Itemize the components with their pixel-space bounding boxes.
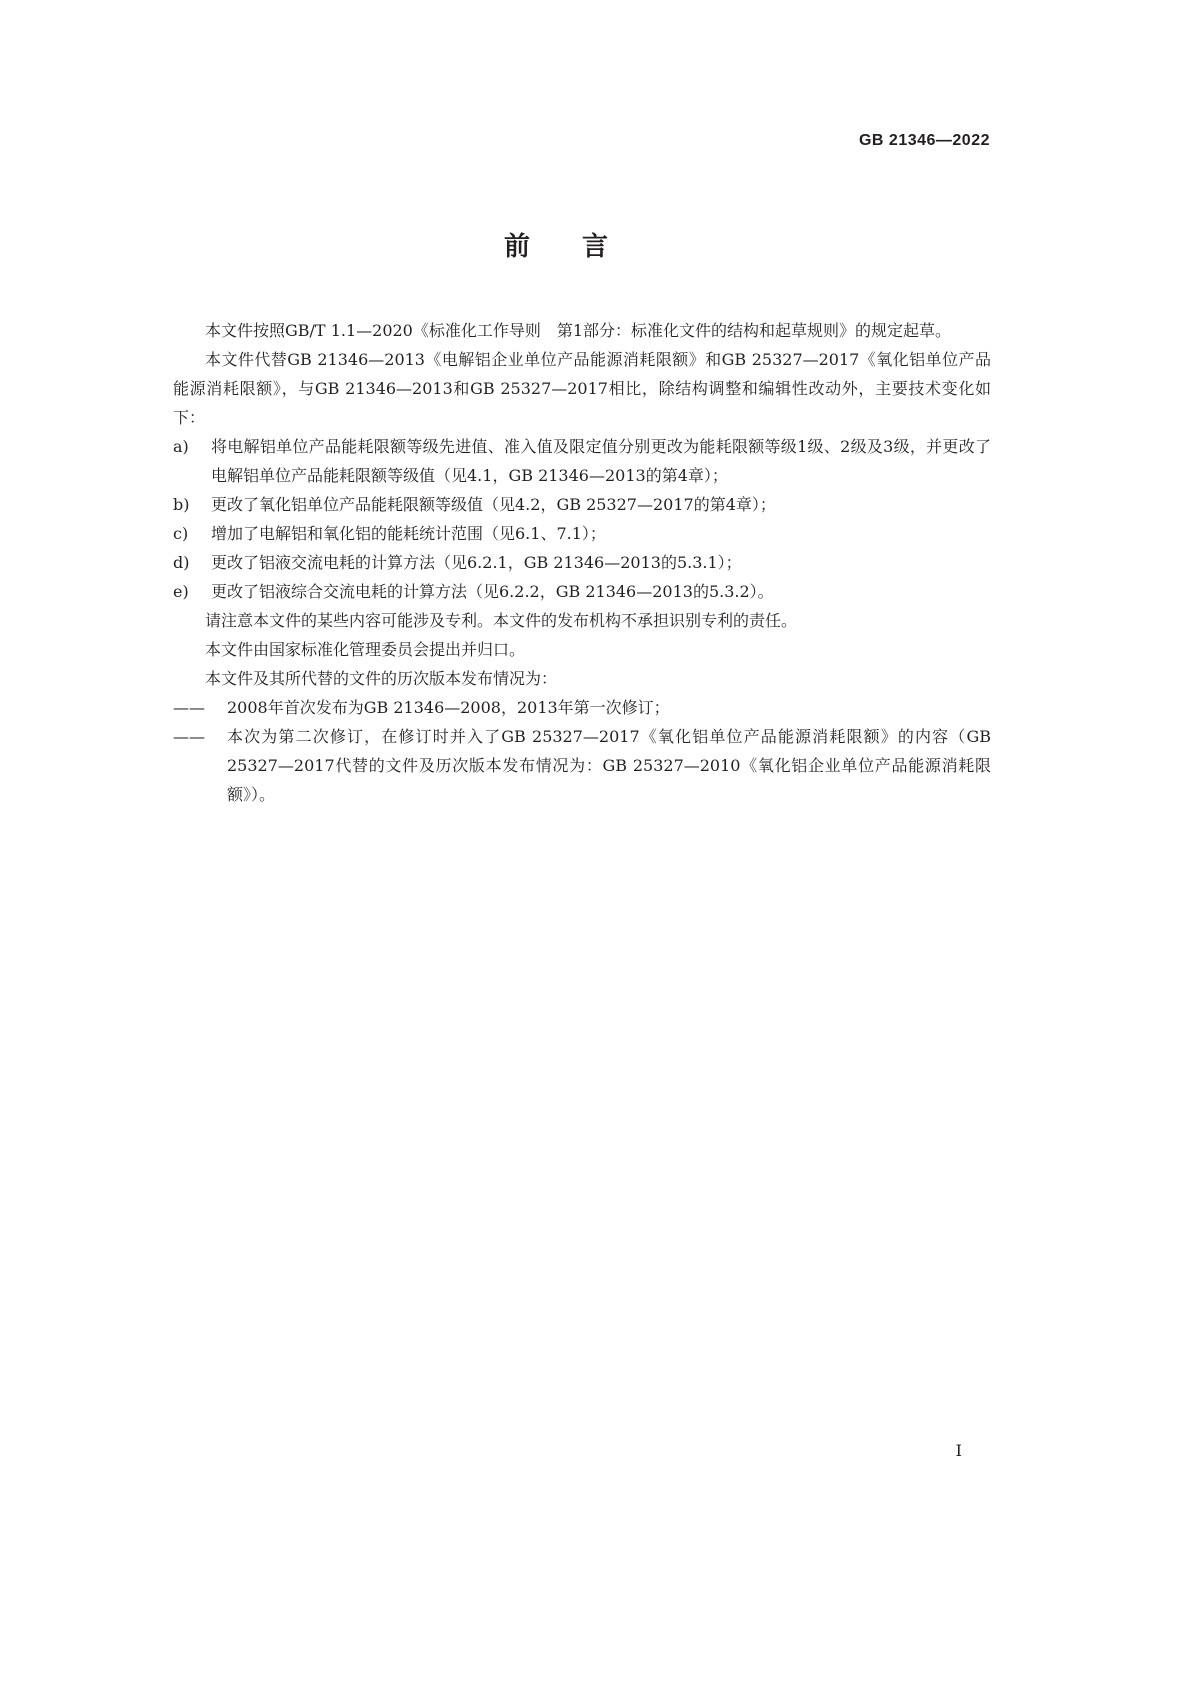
history-item — [173, 722, 991, 809]
paragraph-replacement: 本文件代替GB 21346—2013《电解铝企业单位产品能源消耗限额》和GB 25327—2017《氧化铝单位产品能源消耗限额》，与GB 21346—2013和GB 25327—2017相比，除结构调整和编辑性改动外，主要技术变化如下： — [173, 350, 991, 427]
list-item — [173, 548, 991, 577]
list-item-text: 更改了氧化铝单位产品能耗限额等级值（见4.2，GB 25327—2017的第4章）； — [211, 495, 776, 514]
list-marker: c) — [173, 524, 189, 543]
standard-code: GB 21346—2022 — [858, 132, 990, 149]
paragraph-version-history-intro: 本文件及其所代替的文件的历次版本发布情况为： — [205, 669, 558, 688]
list-item — [173, 519, 991, 548]
list-item-text: 更改了铝液综合交流电耗的计算方法（见6.2.2，GB 21346—2013的5.3.2）。 — [211, 582, 774, 601]
list-item — [173, 432, 991, 490]
list-marker: b) — [173, 495, 190, 514]
document-body — [173, 316, 991, 809]
list-item — [173, 490, 991, 519]
history-list — [173, 693, 991, 809]
list-marker: e) — [173, 582, 189, 601]
paragraph-drafting-rules: 本文件按照GB/T 1.1—2020《标准化工作导则 第1部分：标准化文件的结构和起草规则》的规定起草。 — [205, 321, 952, 340]
dash-marker: —— — [173, 698, 205, 717]
changes-list — [173, 432, 991, 606]
dash-marker: —— — [173, 727, 205, 746]
history-item — [173, 693, 991, 722]
list-item-text: 增加了电解铝和氧化铝的能耗统计范围（见6.1、7.1）； — [211, 524, 606, 543]
list-marker: d) — [173, 553, 190, 572]
paragraph-proposer: 本文件由国家标准化管理委员会提出并归口。 — [205, 640, 526, 659]
list-item — [173, 577, 991, 606]
history-item-text: 2008年首次发布为GB 21346—2008，2013年第一次修订； — [227, 698, 670, 717]
page-title: 前言 — [503, 232, 660, 262]
list-item-text: 将电解铝单位产品能耗限额等级先进值、准入值及限定值分别更改为能耗限额等级1级、2级及3级，并更改了电解铝单位产品能耗限额等级值（见4.1，GB 21346—2013的第4章）； — [211, 437, 991, 485]
list-marker: a) — [173, 437, 189, 456]
list-item-text: 更改了铝液交流电耗的计算方法（见6.2.1，GB 21346—2013的5.3.1）； — [211, 553, 742, 572]
page-number: I — [955, 1441, 962, 1460]
history-item-text: 本次为第二次修订，在修订时并入了GB 25327—2017《氧化铝单位产品能源消耗限额》的内容（GB 25327—2017代替的文件及历次版本发布情况为：GB 25327—2010《氧化铝企业单位产品能源消耗限额》）。 — [227, 727, 991, 804]
paragraph-patent-notice: 请注意本文件的某些内容可能涉及专利。本文件的发布机构不承担识别专利的责任。 — [205, 611, 798, 630]
